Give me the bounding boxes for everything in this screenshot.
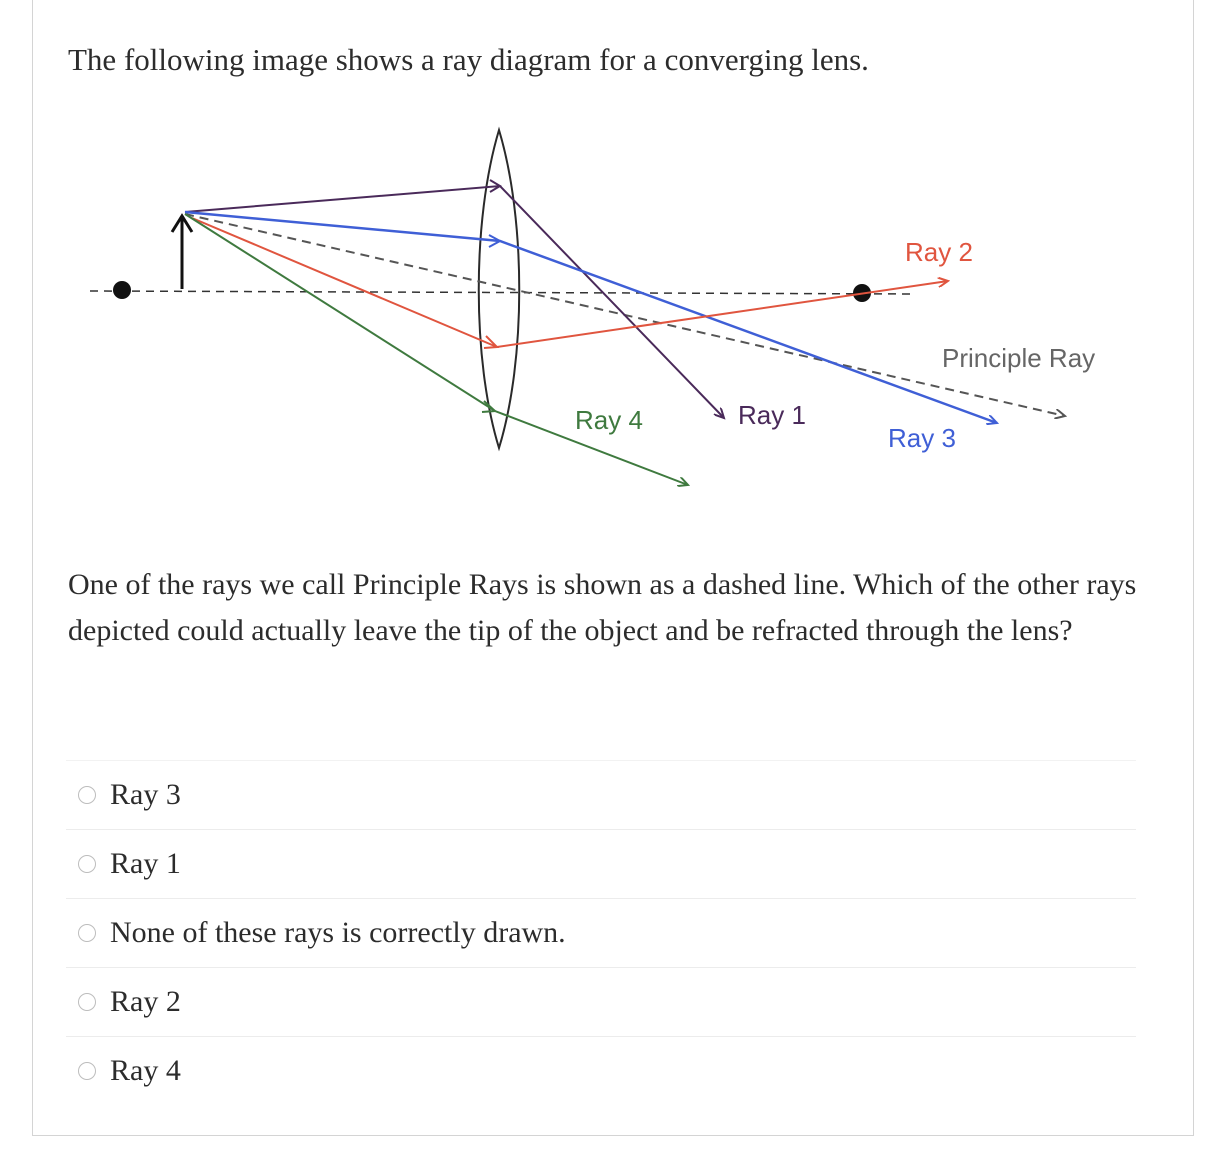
ray-2-label: Ray 2 <box>905 237 973 267</box>
option-label: Ray 4 <box>110 1054 181 1087</box>
principle-ray-label: Principle Ray <box>942 343 1096 373</box>
option-label: Ray 2 <box>110 985 181 1018</box>
answer-options <box>66 760 1136 1105</box>
option-none[interactable] <box>66 898 1136 967</box>
radio-button[interactable] <box>78 993 96 1011</box>
ray-3-label: Ray 3 <box>888 423 956 453</box>
ray-2-line <box>192 218 948 347</box>
ray-1-label: Ray 1 <box>738 400 806 430</box>
option-ray-4[interactable] <box>66 1036 1136 1105</box>
focal-point-left <box>113 281 131 299</box>
radio-button[interactable] <box>78 786 96 804</box>
radio-button[interactable] <box>78 1062 96 1080</box>
option-label: Ray 1 <box>110 847 181 880</box>
option-ray-1[interactable] <box>66 829 1136 898</box>
ray-3-line <box>185 212 997 423</box>
option-label: None of these rays is correctly drawn. <box>110 916 566 949</box>
ray-diagram <box>0 0 1222 560</box>
option-ray-2[interactable] <box>66 967 1136 1036</box>
radio-button[interactable] <box>78 924 96 942</box>
intro-text: The following image shows a ray diagram for a converging lens. <box>68 42 869 77</box>
optical-axis <box>90 291 915 294</box>
option-label: Ray 3 <box>110 778 181 811</box>
radio-button[interactable] <box>78 855 96 873</box>
option-ray-3[interactable] <box>66 760 1136 829</box>
question-text: One of the rays we call Principle Rays is shown as a dashed line. Which of the other rays depicted could actually leave the tip of the object and be refracted through the lens? <box>68 568 1137 647</box>
ray-4-line <box>185 214 688 485</box>
ray-1-line <box>185 186 724 418</box>
ray-4-label: Ray 4 <box>575 405 643 435</box>
